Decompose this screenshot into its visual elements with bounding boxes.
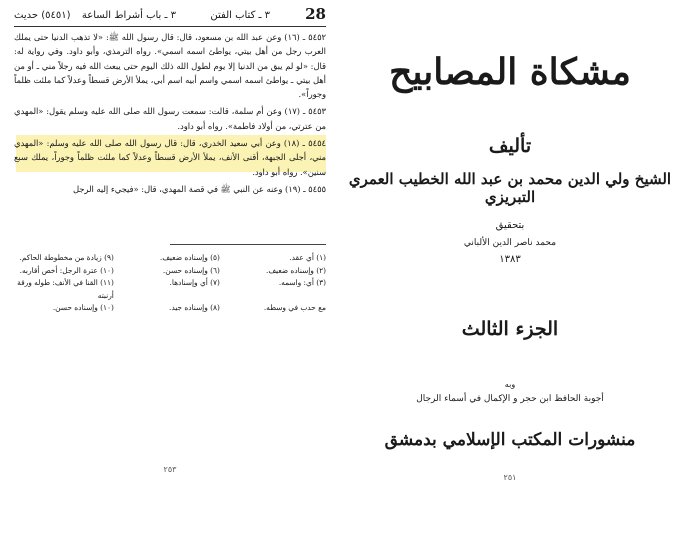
footnote-row: [14, 252, 326, 265]
footnote-row: [14, 277, 326, 302]
author-name: الشيخ ولي الدين محمد بن عبد الله الخطيب العمري التبريزي: [348, 170, 672, 206]
authored-by-label: تأليف: [488, 135, 532, 157]
footnote: (١١) القنا في الأنف: طوله ورقة أرنبته: [17, 278, 114, 300]
footnote: (١) أي عقد.: [289, 253, 326, 262]
footnote: (٦) وإسناده حسن.: [162, 265, 220, 275]
hadith-range: (٥٤٥١) حديث: [14, 10, 71, 21]
footnote: (٩) زيادة من مخطوطة الحاكم.: [19, 253, 114, 262]
left-page: [0, 0, 338, 547]
right-page-footer-number: ٢٥١: [503, 473, 517, 482]
footnote-row: [14, 265, 326, 278]
footnote-row: [14, 302, 326, 315]
right-page-title-page: [340, 0, 680, 547]
with-label: وبه: [504, 380, 516, 389]
publisher: منشورات المكتب الإسلامي بدمشق: [384, 430, 636, 450]
page-number: 28: [305, 5, 326, 23]
footnote: (١٠) وإسناده حسن.: [52, 303, 114, 312]
page-header: [14, 6, 326, 27]
hadith-text: [14, 30, 326, 199]
chapter-title: ٣ ـ باب أشراط الساعة: [81, 10, 176, 21]
footnotes: [14, 252, 326, 315]
book-title-calligraphy: مشكاة المصابيح: [389, 51, 631, 93]
footnote: (٢) وإسناده ضعيف.: [266, 265, 326, 275]
footnote: (٣) أي: واسمه.: [278, 278, 326, 287]
footnote: (١٠) عترة الرجل: أخص أقاربه.: [19, 265, 114, 275]
book-title: ٣ ـ كتاب الفتن: [210, 10, 270, 21]
volume-label: الجزء الثالث: [461, 318, 559, 340]
hadith-paragraph: ٥٤٥٢ ـ (١٦) وعن عبد الله بن مسعود، قال: قال رسول الله ﷺ: «لا تذهب الدنيا حتى يملك العرب رجل من أهل بيتي، يواطئ اسمه اسمي». رواه الترمذي، وأبو داود. وفي رواية له: قال: «لو لم يبق من الدنيا إلا يوم لطول الله ذلك اليوم حتى يبعث الله فيه رجلاً مني ـ أو من أهل بيتي ـ يواطئ اسمه اسمي واسم أبيه اسم أبي، يملأ الأرض قسطاً وعدلاً كما ملئت ظلماً وجوراً».: [14, 32, 326, 100]
editor-name: محمد ناصر الدين الألباني: [463, 238, 557, 248]
footnote: (٨) وإسناده جيد.: [168, 303, 220, 312]
footnote-separator: [170, 244, 326, 245]
footnote: (٥) وإسناده ضعيف.: [159, 253, 220, 262]
footnote: (٧) أي وإسنادها.: [169, 278, 220, 287]
appendix-title: أجوبة الحافظ ابن حجر و الإكمال في أسماء الرجال: [416, 394, 604, 404]
hadith-paragraph: ٥٤٥٥ ـ (١٩) وعنه عن النبي ﷺ في قصة المهدي، قال: «فيجيء إليه الرجل: [72, 183, 326, 194]
hadith-paragraph: ٥٤٥٤ ـ (١٨) وعن أبي سعيد الخدري، قال: قال رسول الله صلى الله عليه وسلم: «المهدي مني، أجلى الجبهة، أقنى الأنف، يملأ الأرض قسطاً وعدلاً كما ملئت ظلماً وجوراً، يملك سبع سنين». رواه أبو داود.: [14, 138, 326, 177]
edited-by-label: بتحقيق: [495, 220, 525, 231]
publication-year: ١٣٨٣: [499, 254, 521, 265]
footnote: مع حدب في وسطه.: [263, 303, 326, 312]
left-page-footer-number: ٢٥٣: [163, 465, 177, 474]
hadith-paragraph-highlighted: ٥٤٥٣ ـ (١٧) وعن أم سلمة، قالت: سمعت رسول الله صلى الله عليه وسلم يقول: «المهدي من عترتي، من أولاد فاطمة». رواه أبو داود.: [14, 106, 326, 131]
